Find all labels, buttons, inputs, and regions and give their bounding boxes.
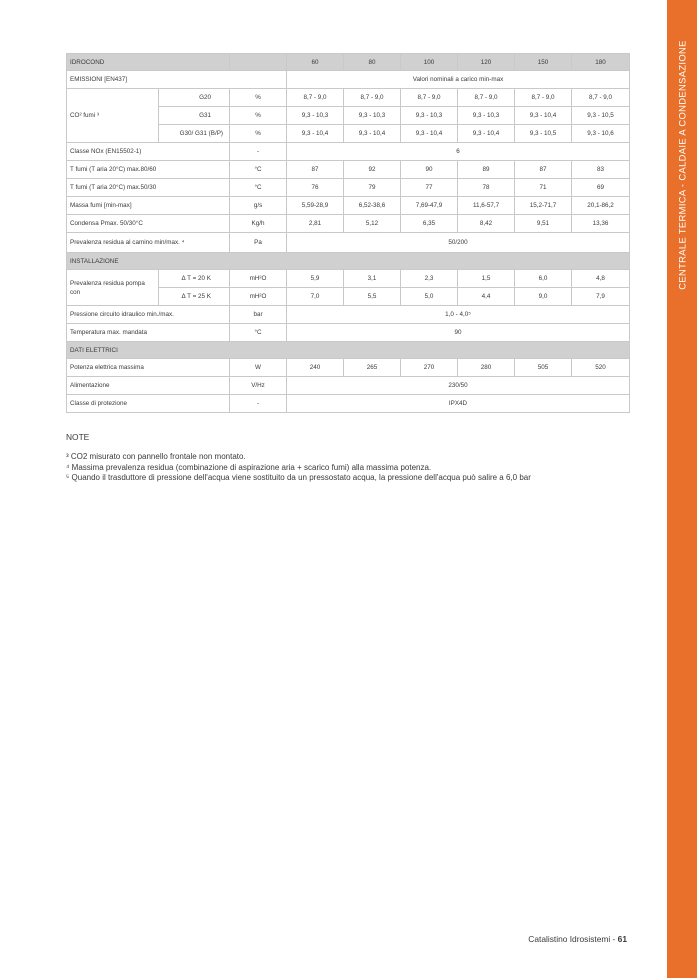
nox-value: 6	[287, 143, 630, 161]
unit-cell: -	[230, 143, 287, 161]
row-label: T fumi (T aria 20°C) max.50/30	[67, 179, 230, 197]
header-col: 120	[458, 54, 515, 71]
pompa-sub: Δ T = 25 K	[159, 288, 230, 306]
value-cell: 5,9	[287, 270, 344, 288]
co2-gas: G20	[159, 89, 230, 107]
table-row	[67, 161, 630, 179]
value-cell: 9,0	[515, 288, 572, 306]
value-cell: 9,3 - 10,4	[515, 107, 572, 125]
value-cell: 6,0	[515, 270, 572, 288]
value-cell: 83	[572, 161, 630, 179]
value-cell: 7,9	[572, 288, 630, 306]
table-row	[67, 89, 630, 107]
note-line: ⁴ Massima prevalenza residua (combinazione di aspirazione aria + scarico fumi) alla massima potenza.	[66, 462, 432, 472]
unit-cell: %	[230, 125, 287, 143]
value-cell: 3,1	[344, 270, 401, 288]
table-row	[67, 270, 630, 288]
pompa-sub: Δ T = 20 K	[159, 270, 230, 288]
table-row	[67, 306, 630, 324]
header-model: IDROCOND	[67, 54, 230, 71]
value-cell: 4,4	[458, 288, 515, 306]
nox-label: Classe NOx (EN15502-1)	[67, 143, 230, 161]
table-row	[67, 395, 630, 413]
unit-cell: Pa	[230, 233, 287, 253]
note-line: ⁵ Quando il trasduttore di pressione dell'acqua viene sostituito da un pressostato acqua, la pressione dell'acqua può salire a 6,0 bar	[66, 473, 531, 482]
value-cell: 5,5	[344, 288, 401, 306]
value-cell: 8,7 - 9,0	[572, 89, 630, 107]
value-cell: 9,3 - 10,3	[401, 107, 458, 125]
temperatura-value: 90	[287, 324, 630, 342]
value-cell: 4,8	[572, 270, 630, 288]
value-cell: 9,3 - 10,4	[401, 125, 458, 143]
value-cell: 270	[401, 359, 458, 377]
value-cell: 2,3	[401, 270, 458, 288]
value-cell: 8,7 - 9,0	[401, 89, 458, 107]
unit-cell: mH²O	[230, 270, 287, 288]
value-cell: 9,51	[515, 215, 572, 233]
value-cell: 9,3 - 10,5	[515, 125, 572, 143]
value-cell: 89	[458, 161, 515, 179]
unit-cell: W	[230, 359, 287, 377]
temperatura-label: Temperatura max. mandata	[67, 324, 230, 342]
section-dati-elettrici: DATI ELETTRICI	[67, 342, 630, 359]
value-cell: 9,3 - 10,4	[287, 125, 344, 143]
pressione-value: 1,0 - 4,0⁵	[287, 306, 630, 324]
unit-cell: °C	[230, 324, 287, 342]
value-cell: 8,7 - 9,0	[287, 89, 344, 107]
protezione-value: IPX4D	[287, 395, 630, 413]
table-header-row	[67, 54, 630, 71]
alimentazione-value: 230/50	[287, 377, 630, 395]
value-cell: 11,6-57,7	[458, 197, 515, 215]
value-cell: 2,81	[287, 215, 344, 233]
value-cell: 7,0	[287, 288, 344, 306]
row-label: T fumi (T aria 20°C) max.80/60	[67, 161, 230, 179]
value-cell: 77	[401, 179, 458, 197]
value-cell: 280	[458, 359, 515, 377]
unit-cell: mH²O	[230, 288, 287, 306]
value-cell: 92	[344, 161, 401, 179]
section-row	[67, 253, 630, 270]
value-cell: 9,3 - 10,5	[572, 107, 630, 125]
value-cell: 7,69-47,9	[401, 197, 458, 215]
row-label: Massa fumi [min-max]	[67, 197, 230, 215]
table-row	[67, 71, 630, 89]
table-row	[67, 377, 630, 395]
row-label: Condensa Pmax. 50/30°C	[67, 215, 230, 233]
value-cell: 9,3 - 10,4	[458, 125, 515, 143]
spec-table	[66, 53, 630, 413]
unit-cell: -	[230, 395, 287, 413]
value-cell: 90	[401, 161, 458, 179]
co2-gas: G31	[159, 107, 230, 125]
value-cell: 6,35	[401, 215, 458, 233]
table-row	[67, 359, 630, 377]
value-cell: 520	[572, 359, 630, 377]
value-cell: 13,36	[572, 215, 630, 233]
table-row	[67, 179, 630, 197]
protezione-label: Classe di protezione	[67, 395, 230, 413]
pressione-label: Pressione circuito idraulico min./max.	[67, 306, 230, 324]
value-cell: 6,52-38,6	[344, 197, 401, 215]
value-cell: 5,59-28,9	[287, 197, 344, 215]
table-row	[67, 233, 630, 253]
value-cell: 1,5	[458, 270, 515, 288]
unit-cell: V/Hz	[230, 377, 287, 395]
page-footer	[528, 934, 627, 944]
value-cell: 15,2-71,7	[515, 197, 572, 215]
co2-gas: G30/ G31 (B/P)	[159, 125, 230, 143]
value-cell: 87	[287, 161, 344, 179]
side-label: CENTRALE TERMICA - CALDAIE A CONDENSAZIONE	[676, 40, 688, 290]
header-spacer	[230, 54, 287, 71]
value-cell: 8,42	[458, 215, 515, 233]
unit-cell: °C	[230, 179, 287, 197]
table-row	[67, 197, 630, 215]
unit-cell: °C	[230, 161, 287, 179]
value-cell: 5,0	[401, 288, 458, 306]
value-cell: 240	[287, 359, 344, 377]
page-number: 61	[617, 934, 627, 944]
pompa-label: Prevalenza residua pompa con	[67, 270, 159, 306]
table-row	[67, 215, 630, 233]
value-cell: 69	[572, 179, 630, 197]
unit-cell: g/s	[230, 197, 287, 215]
unit-cell: bar	[230, 306, 287, 324]
section-installazione: INSTALLAZIONE	[67, 253, 630, 270]
value-cell: 505	[515, 359, 572, 377]
header-col: 80	[344, 54, 401, 71]
value-cell: 71	[515, 179, 572, 197]
table-row	[67, 143, 630, 161]
prevalenza-camino-value: 50/200	[287, 233, 630, 253]
header-col: 60	[287, 54, 344, 71]
potenza-label: Potenza elettrica massima	[67, 359, 230, 377]
value-cell: 9,3 - 10,4	[344, 125, 401, 143]
value-cell: 5,12	[344, 215, 401, 233]
note-line: ³ CO2 misurato con pannello frontale non montato.	[66, 452, 246, 461]
value-cell: 79	[344, 179, 401, 197]
unit-cell: %	[230, 89, 287, 107]
header-col: 100	[401, 54, 458, 71]
value-cell: 8,7 - 9,0	[344, 89, 401, 107]
value-cell: 9,3 - 10,3	[458, 107, 515, 125]
emissioni-note: Valori nominali a carico min-max	[287, 71, 630, 89]
emissioni-label: EMISSIONI [EN437]	[67, 71, 287, 89]
value-cell: 8,7 - 9,0	[458, 89, 515, 107]
alimentazione-label: Alimentazione	[67, 377, 230, 395]
header-col: 180	[572, 54, 630, 71]
value-cell: 9,3 - 10,3	[344, 107, 401, 125]
header-col: 150	[515, 54, 572, 71]
prevalenza-camino-label: Prevalenza residua al camino min/max. ⁴	[67, 233, 230, 253]
value-cell: 20,1-86,2	[572, 197, 630, 215]
section-row	[67, 342, 630, 359]
notes-block	[66, 432, 531, 484]
value-cell: 9,3 - 10,6	[572, 125, 630, 143]
value-cell: 76	[287, 179, 344, 197]
value-cell: 9,3 - 10,3	[287, 107, 344, 125]
unit-cell: %	[230, 107, 287, 125]
value-cell: 265	[344, 359, 401, 377]
notes-title: NOTE	[66, 432, 90, 442]
unit-cell: Kg/h	[230, 215, 287, 233]
footer-text: Catalistino Idrosistemi -	[528, 934, 618, 944]
table-row	[67, 324, 630, 342]
value-cell: 8,7 - 9,0	[515, 89, 572, 107]
co2-label: CO² fumi ³	[67, 89, 159, 143]
value-cell: 87	[515, 161, 572, 179]
value-cell: 78	[458, 179, 515, 197]
